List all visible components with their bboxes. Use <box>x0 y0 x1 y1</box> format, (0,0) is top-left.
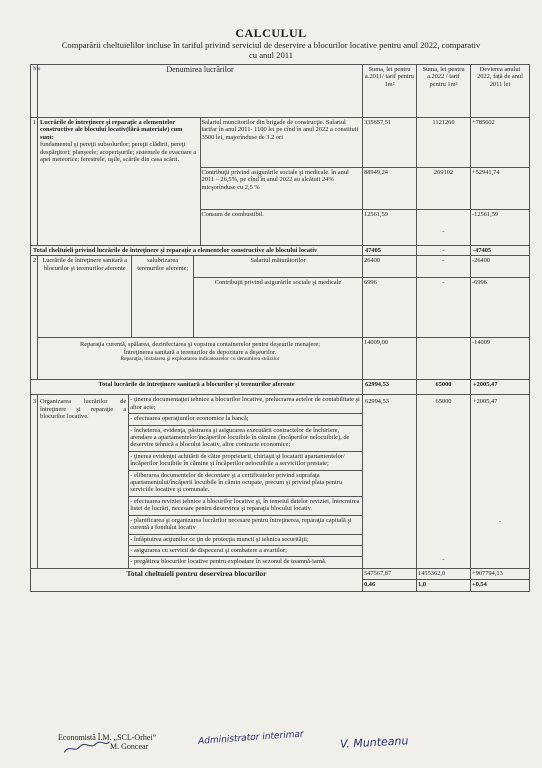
section1-desc-1: Salariul muncitorilor din brigade de construcţie. Salariul tarifar în anul 2011- 1100 lei pe cînd în anul 2022 a constituit 3500 lei, majorînduse de 3.2 ori <box>201 118 363 168</box>
section1-desc-2: Contribuţii privind asigurările sociale şi medicale. în anul 2011 – 26,5%, pe cînd în anul 2022 au alcătuit 24% micşorînduse cu 2,5 % <box>201 168 363 210</box>
section1-c-3: -12561,59 <box>472 211 499 218</box>
section1-total-a: 47405 <box>363 246 417 256</box>
section3-item: - efectuarea reviziei tehnice a blocurilor locative şi, în temeiul datelor reviziei, întocmirea listei de lucrări, necesare pentru deservirea şi reparaţia blocului locativ. <box>129 497 362 516</box>
section1-a-3: 12561,59 <box>364 211 388 218</box>
footer-name: M. Goncear <box>110 742 149 751</box>
document-title: CALCULUL <box>235 26 307 40</box>
section3-item: - înfăptuirea acţiunilor ce ţin de protecţia muncii şi tehnica securităţii; <box>129 535 362 546</box>
section3-item: - încheierea, evidenţa, păstrarea şi asigurarea executării contractelor de închiriere, arendare a apartamentelor/încăperilor locuibile în cămine (încăperilor nelocuibile), de deservire tehnică a blocului locativ, altor contracte economice; <box>129 426 362 452</box>
section1-total-row <box>31 246 530 256</box>
col-header-2011: Suma, lei pentru a.2011/ tarif pentru 1m² <box>363 65 417 118</box>
section1-items: fundamentul şi pereţii subsolurilor; pereţii clădirii, pereţi despărţitori; planşeele; acoperişurile; sistemele de evacuare a apei meteorice; ferestrele, uşile, scările din casa scării. <box>40 141 197 164</box>
section2-c-2: -6996 <box>471 278 529 338</box>
section1-a-2: 88949,24 <box>363 168 416 210</box>
section3-c-dash: - <box>498 517 502 525</box>
signature-right: V. Munteanu <box>339 734 409 751</box>
grand-total-a2: 0,46 <box>364 581 376 589</box>
section3-item: - planificarea şi organizarea lucrărilor necesare pentru întreţinerea, reparaţia capitală şi curentă a fondului locativ <box>129 516 362 535</box>
section2-b-2: - <box>417 278 470 338</box>
section2-row <box>31 256 530 380</box>
section2-repair-1: Reparaţia curentă, spălarea, dezinfectarea şi vopsirea containerelor pentru deşeurile menajere; <box>79 341 321 349</box>
col-header-num: N.o <box>31 65 38 118</box>
section2-total-row <box>31 380 530 395</box>
grand-total-b2: 1,0 <box>418 581 426 589</box>
section2-a-1: 26400 <box>363 256 416 278</box>
section1-desc-3: Consum de combustibil. <box>201 211 264 218</box>
section2-total-a: 62994,53 <box>363 380 417 395</box>
section2-subtitle: salubrizarea terenurilor aferente; <box>132 256 194 338</box>
section1-b-1: 1121260 <box>417 118 470 168</box>
section2-a-2: 6996 <box>363 278 416 338</box>
section2-repair-b <box>417 338 470 377</box>
col-header-deviation: Devierea anului 2022, față de anul 2011 lei <box>471 65 530 118</box>
section1-b-2: 269102 <box>417 168 470 210</box>
cost-table <box>30 64 530 592</box>
section2-repair-2: Întreţinerea sanitară a terenurilor de depozitare a deşeurilor. <box>123 348 277 356</box>
section3-item: - ţinerea evidenţei achitării de către proprietarii, chiriaşii şi locatarii apartamentelor/încăperilor locuibile în cămine şi încăperilor nelocuibile a serviciilor prestate; <box>129 452 362 471</box>
section3-item: - pregătirea blocurilor locative pentru exploatare în sezonul de toamnă-iarnă. <box>130 558 327 566</box>
section3-c: +2005,47 <box>473 398 498 406</box>
section1-row <box>31 118 530 246</box>
col-header-name: Denumirea lucrărilor <box>38 65 363 118</box>
section3-item: - eliberarea documentelor de decontare şi a certificatelor privind suprafaţa apartamentului/încăperii locuibile în cămin ocupate, precum şi privind plata pentru serviciile locative şi comunale. <box>129 471 362 497</box>
section3-row <box>31 395 530 568</box>
grand-total-label: Total cheltuieli pentru deservirea blocurilor <box>31 568 363 591</box>
section2-repair-a: 14009,00 <box>364 339 388 347</box>
section2-b-1: - <box>417 256 470 278</box>
section3-num: 3 <box>31 395 38 568</box>
section2-num: 2 <box>31 256 38 380</box>
document-subtitle: Comparării cheltuielilor incluse în tariful privind serviciul de deservire a blocurilor locative pentru anul 2022, comparativ cu anul 2011 <box>61 40 481 60</box>
table-header-row <box>31 65 530 118</box>
section3-item: - efectuarea operaţiunilor economice la bancă; <box>129 414 362 425</box>
section2-title: Lucrările de întreţinere sanitară a blocurilor şi terenurilor aferente <box>38 256 132 338</box>
section3-title: Organizarea lucrărilor de întreţinere şi reparaţie a blocurilor locative. <box>38 395 129 567</box>
grand-total-b: 1455362,0 <box>417 569 470 580</box>
section3-item: - ţinerea documentaţiei tehnice a blocurilor locative, prelucrarea actelor de contabilitate şi altor acte; <box>129 395 362 414</box>
section3-a: 62994,53 <box>363 395 417 568</box>
section2-desc-1: Salariul măturătorilor <box>194 256 362 278</box>
signature-admin: Administrator interimar <box>197 729 305 747</box>
section1-c-1: +785602 <box>471 118 529 168</box>
section1-total-b: - <box>417 246 471 256</box>
section1-total-label: Total cheltuieli privind lucrările de întreţinere şi reparaţie a elementelor constructive ale blocului locativ <box>31 246 363 256</box>
footer-economist: Economistă Î.M. „SCL-Orhei” <box>58 733 157 742</box>
col-header-2022: Suma, lei pentru a.2022 / tarif pentru 1m² <box>417 65 471 118</box>
section3-item: - asigurarea cu servicii de dispecerat şi combatere a avariilor; <box>129 546 362 557</box>
section1-a-1: 335657,51 <box>363 118 416 168</box>
section3-b: 65000 <box>435 398 452 406</box>
section1-num: 1 <box>31 118 38 246</box>
section1-title: Lucrările de întreţinere şi reparaţie a elementelor constructive ale blocului locativ(fără materiale) cum sunt: <box>40 119 183 141</box>
section2-total-c: +2005,47 <box>471 380 530 395</box>
section1-b-3: - <box>442 228 445 235</box>
section3-b-dash: - <box>442 555 445 563</box>
section2-c-1: -26400 <box>471 256 529 278</box>
grand-total-a: 547567,87 <box>363 569 416 580</box>
grand-total-row <box>31 568 530 591</box>
section2-desc-2: Contribuţii privind asigurările sociale şi medicale <box>214 279 342 287</box>
grand-total-c: +907794,13 <box>471 569 529 580</box>
section2-total-b: 65000 <box>417 380 471 395</box>
section2-repair-c: -14009 <box>472 339 491 347</box>
signature-left <box>61 737 113 759</box>
section1-c-2: +52941,74 <box>471 168 529 210</box>
section2-total-label: Total lucrările de întreţinere sanitară a blocurilor şi terenurilor aferente <box>31 380 363 395</box>
section2-repair-3: Reparaţia, instalarea şi exploatarea indicatoarelor cu denumirea străzilor <box>120 356 280 363</box>
grand-total-c2: +0,54 <box>472 581 487 589</box>
section1-total-c: -47405 <box>471 246 530 256</box>
